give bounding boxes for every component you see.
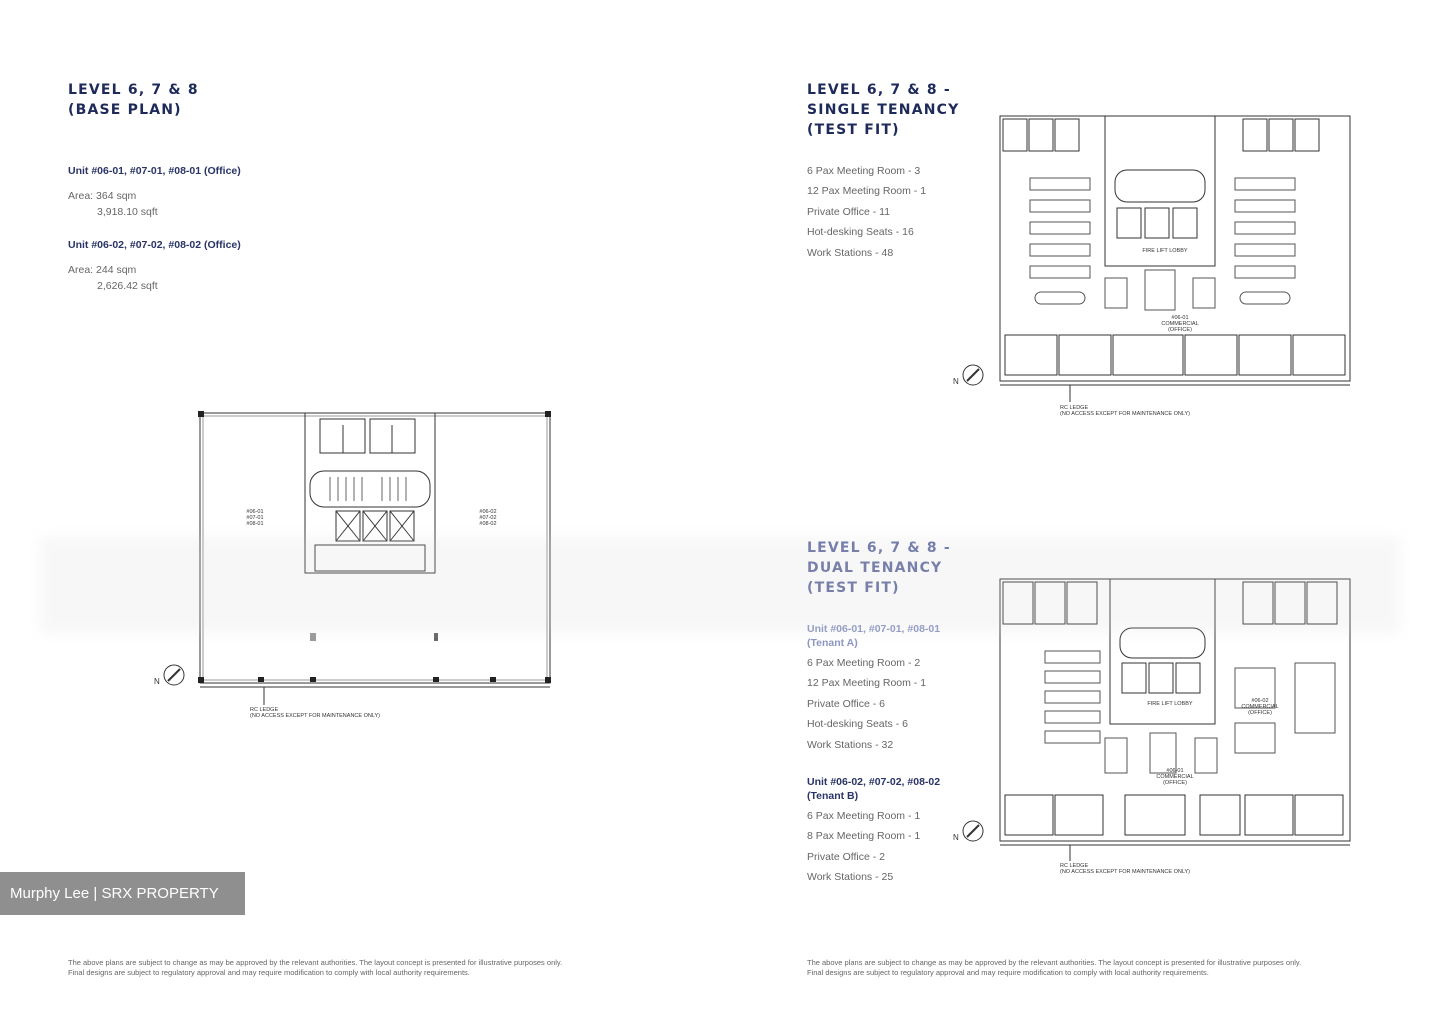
tenant-b-item: Private Office - 2 — [807, 850, 886, 863]
single-tenancy-list — [807, 164, 926, 266]
single-ledge-label — [1060, 405, 1190, 417]
unit1-name: Unit #06-01, #07-01, #08-01 (Office) — [68, 165, 241, 177]
single-fire-lobby: FIRE LIFT LOBBY — [1142, 248, 1188, 254]
left-unit2-block — [68, 238, 241, 294]
base-unit-left-3: #08-01 — [246, 521, 264, 527]
left-disclaimer-line2: Final designs are subject to regulatory approval and may require modification to comply with local authority requirements. — [68, 968, 470, 977]
unit2-name: Unit #06-02, #07-02, #08-02 (Office) — [68, 239, 241, 251]
dual-title-line1: LEVEL 6, 7 & 8 - — [807, 540, 951, 556]
right-disclaimer — [807, 958, 1387, 978]
base-unit-left-2: #07-01 — [246, 515, 264, 521]
base-ledge-note: (NO ACCESS EXCEPT FOR MAINTENANCE ONLY) — [250, 713, 380, 719]
left-disclaimer-line1: The above plans are subject to change as may be approved by the relevant authorities. The layout concept is presented for illustrative purposes only. — [68, 958, 563, 967]
single-tenancy-title — [807, 80, 959, 140]
agent-badge: Murphy Lee | SRX PROPERTY — [0, 872, 245, 915]
base-unit-left-labels — [235, 509, 275, 527]
base-unit-left-1: #06-01 — [246, 509, 264, 515]
dual-ledge-note: (NO ACCESS EXCEPT FOR MAINTENANCE ONLY) — [1060, 869, 1190, 875]
tenant-b-item: 6 Pax Meeting Room - 1 — [807, 810, 921, 822]
tenant-b-item: 8 Pax Meeting Room - 1 — [807, 830, 921, 843]
left-disclaimer — [68, 958, 688, 978]
tenant-a-item: Private Office - 6 — [807, 697, 886, 710]
tenant-a-item: 6 Pax Meeting Room - 2 — [807, 657, 921, 669]
single-item: 12 Pax Meeting Room - 1 — [807, 185, 927, 198]
single-plan-drawing — [945, 110, 1365, 425]
single-ledge-title: RC LEDGE — [1060, 405, 1089, 411]
right-disclaimer-line2: Final designs are subject to regulatory approval and may require modification to comply with local authority requirements. — [807, 968, 1209, 977]
dual-ledge-title: RC LEDGE — [1060, 863, 1089, 869]
base-unit-right-labels — [468, 509, 508, 527]
single-item: Private Office - 11 — [807, 205, 891, 218]
dual-fire-lobby: FIRE LIFT LOBBY — [1147, 701, 1193, 707]
single-ledge-note: (NO ACCESS EXCEPT FOR MAINTENANCE ONLY) — [1060, 411, 1190, 417]
dual-title-line3: (TEST FIT) — [807, 580, 900, 596]
base-unit-right-2: #07-02 — [479, 515, 497, 521]
dual-north-label: N — [953, 833, 959, 842]
base-north-label: N — [154, 677, 160, 686]
single-item: Hot-desking Seats - 16 — [807, 226, 914, 239]
dual-title-line2: DUAL TENANCY — [807, 560, 943, 576]
single-unit-label: #06-01 COMMERCIAL (OFFICE) — [1161, 315, 1199, 333]
single-tenancy-floor-plan — [945, 110, 1365, 425]
base-unit-right-3: #08-02 — [479, 521, 497, 527]
watermark-band — [40, 537, 1400, 633]
dual-ledge-label — [1060, 863, 1190, 875]
single-title-line1: LEVEL 6, 7 & 8 - — [807, 82, 951, 98]
dual-unit-b-label: #06-02 COMMERCIAL (OFFICE) — [1241, 698, 1279, 716]
single-item: 6 Pax Meeting Room - 3 — [807, 165, 921, 177]
unit1-area: Area: 364 sqm — [68, 190, 137, 202]
tenant-a-item: Hot-desking Seats - 6 — [807, 718, 908, 731]
dual-tenant-a-block — [807, 622, 967, 758]
single-title-line2: SINGLE TENANCY — [807, 102, 960, 118]
base-ledge-title: RC LEDGE — [250, 707, 279, 713]
unit2-sqft: 2,626.42 sqft — [97, 280, 158, 292]
base-ledge-label — [250, 707, 380, 719]
left-title-line1: LEVEL 6, 7 & 8 — [68, 82, 199, 98]
tenant-b-item: Work Stations - 25 — [807, 871, 894, 884]
tenant-a-item: 12 Pax Meeting Room - 1 — [807, 677, 927, 690]
single-title-line3: (TEST FIT) — [807, 122, 900, 138]
base-unit-right-1: #06-02 — [479, 509, 497, 515]
left-title-line2: (BASE PLAN) — [68, 102, 182, 118]
right-disclaimer-line1: The above plans are subject to change as may be approved by the relevant authorities. The layout concept is presented for illustrative purposes only. — [807, 958, 1302, 967]
tenant-a-heading: Unit #06-01, #07-01, #08-01 (Tenant A) — [807, 623, 941, 649]
tenant-a-item: Work Stations - 32 — [807, 738, 894, 751]
unit1-sqft: 3,918.10 sqft — [97, 206, 158, 218]
dual-unit-a-label: #06-01 COMMERCIAL (OFFICE) — [1156, 768, 1194, 786]
left-page-title — [68, 80, 199, 120]
single-item: Work Stations - 48 — [807, 246, 894, 259]
single-north-label: N — [953, 377, 959, 386]
tenant-b-heading-line1: Unit #06-02, #07-02, #08-02 — [807, 776, 941, 788]
unit2-area: Area: 244 sqm — [68, 264, 137, 276]
tenant-b-heading-line2: (Tenant B) — [807, 790, 859, 802]
left-unit1-block — [68, 164, 241, 220]
